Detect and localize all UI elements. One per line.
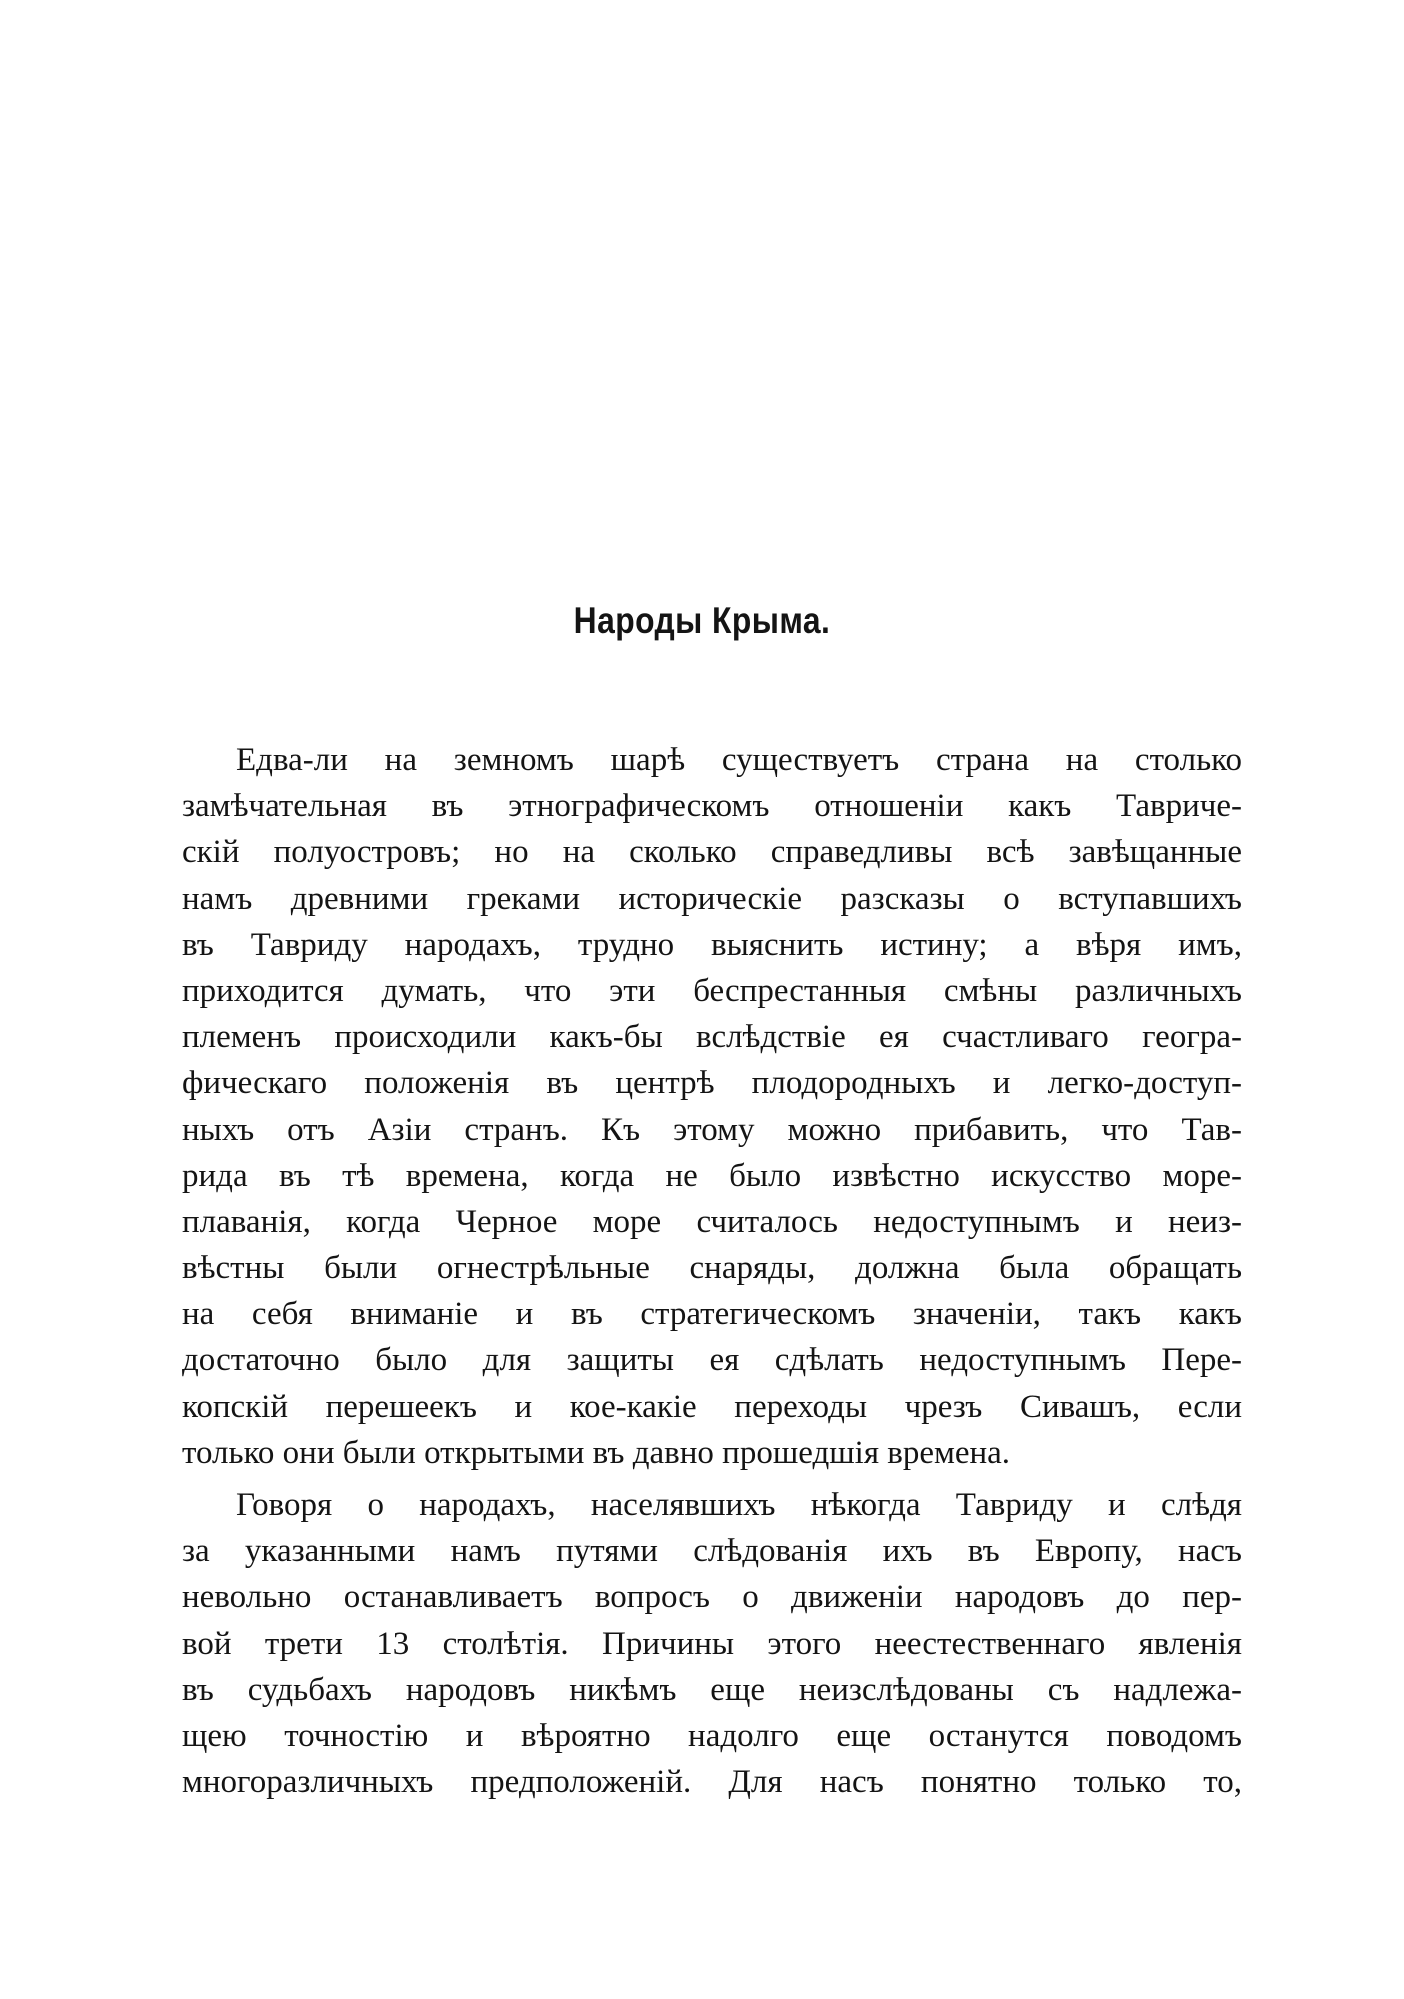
paragraph-2 [182, 1482, 1242, 1805]
text-line: за указанными намъ путями слѣдованія ихъ въ Европу, насъ [182, 1533, 1242, 1570]
text-line: ныхъ отъ Азіи странъ. Къ этому можно прибавить, что Тав- [182, 1111, 1242, 1148]
text-line: племенъ происходили какъ-бы вслѣдствіе ея счастливаго геогра- [182, 1019, 1242, 1056]
text-line: въ судьбахъ народовъ никѣмъ еще неизслѣдованы съ надлежа- [182, 1671, 1242, 1708]
text-line: на себя вниманіе и въ стратегическомъ значеніи, такъ какъ [182, 1296, 1242, 1333]
text-line: только они были открытыми въ давно прошедшія времена. [182, 1434, 1011, 1471]
text-line: многоразличныхъ предположеній. Для насъ понятно только то, [182, 1764, 1242, 1801]
text-line: щею точностію и вѣроятно надолго еще останутся поводомъ [182, 1717, 1242, 1754]
text-line: Едва-ли на земномъ шарѣ существуетъ страна на столько [236, 742, 1242, 778]
text-line: вѣстны были огнестрѣльные снаряды, должна была обращать [182, 1250, 1242, 1287]
text-line: вой трети 13 столѣтія. Причины этого неестественнаго явленія [182, 1625, 1242, 1662]
body-text [182, 737, 1242, 1805]
text-line: замѣчательная въ этнографическомъ отношеніи какъ Тавриче- [182, 788, 1242, 825]
chapter-title: Народы Крыма. [573, 600, 831, 641]
text-line: рида въ тѣ времена, когда не было извѣстно искусство море- [182, 1157, 1242, 1194]
text-line: копскій перешеекъ и кое-какіе переходы чрезъ Сивашъ, если [182, 1388, 1242, 1425]
text-line: плаванія, когда Черное море считалось недоступнымъ и неиз- [182, 1203, 1242, 1240]
text-line: фическаго положенія въ центрѣ плодородныхъ и легко-доступ- [182, 1065, 1242, 1102]
text-line: приходится думать, что эти беспрестанныя смѣны различныхъ [182, 972, 1242, 1009]
text-line: невольно останавливаетъ вопросъ о движеніи народовъ до пер- [182, 1579, 1242, 1616]
text-line: Говоря о народахъ, населявшихъ нѣкогда Тавриду и слѣдя [236, 1487, 1242, 1523]
text-line: достаточно было для защиты ея сдѣлать недоступнымъ Пере- [182, 1342, 1242, 1379]
text-line: скій полуостровъ; но на сколько справедливы всѣ завѣщанные [182, 834, 1242, 871]
text-line: намъ древними греками историческіе разсказы о вступавшихъ [182, 880, 1242, 917]
paragraph-1 [182, 737, 1242, 1476]
text-line: въ Тавриду народахъ, трудно выяснить истину; а вѣря имъ, [182, 926, 1242, 963]
